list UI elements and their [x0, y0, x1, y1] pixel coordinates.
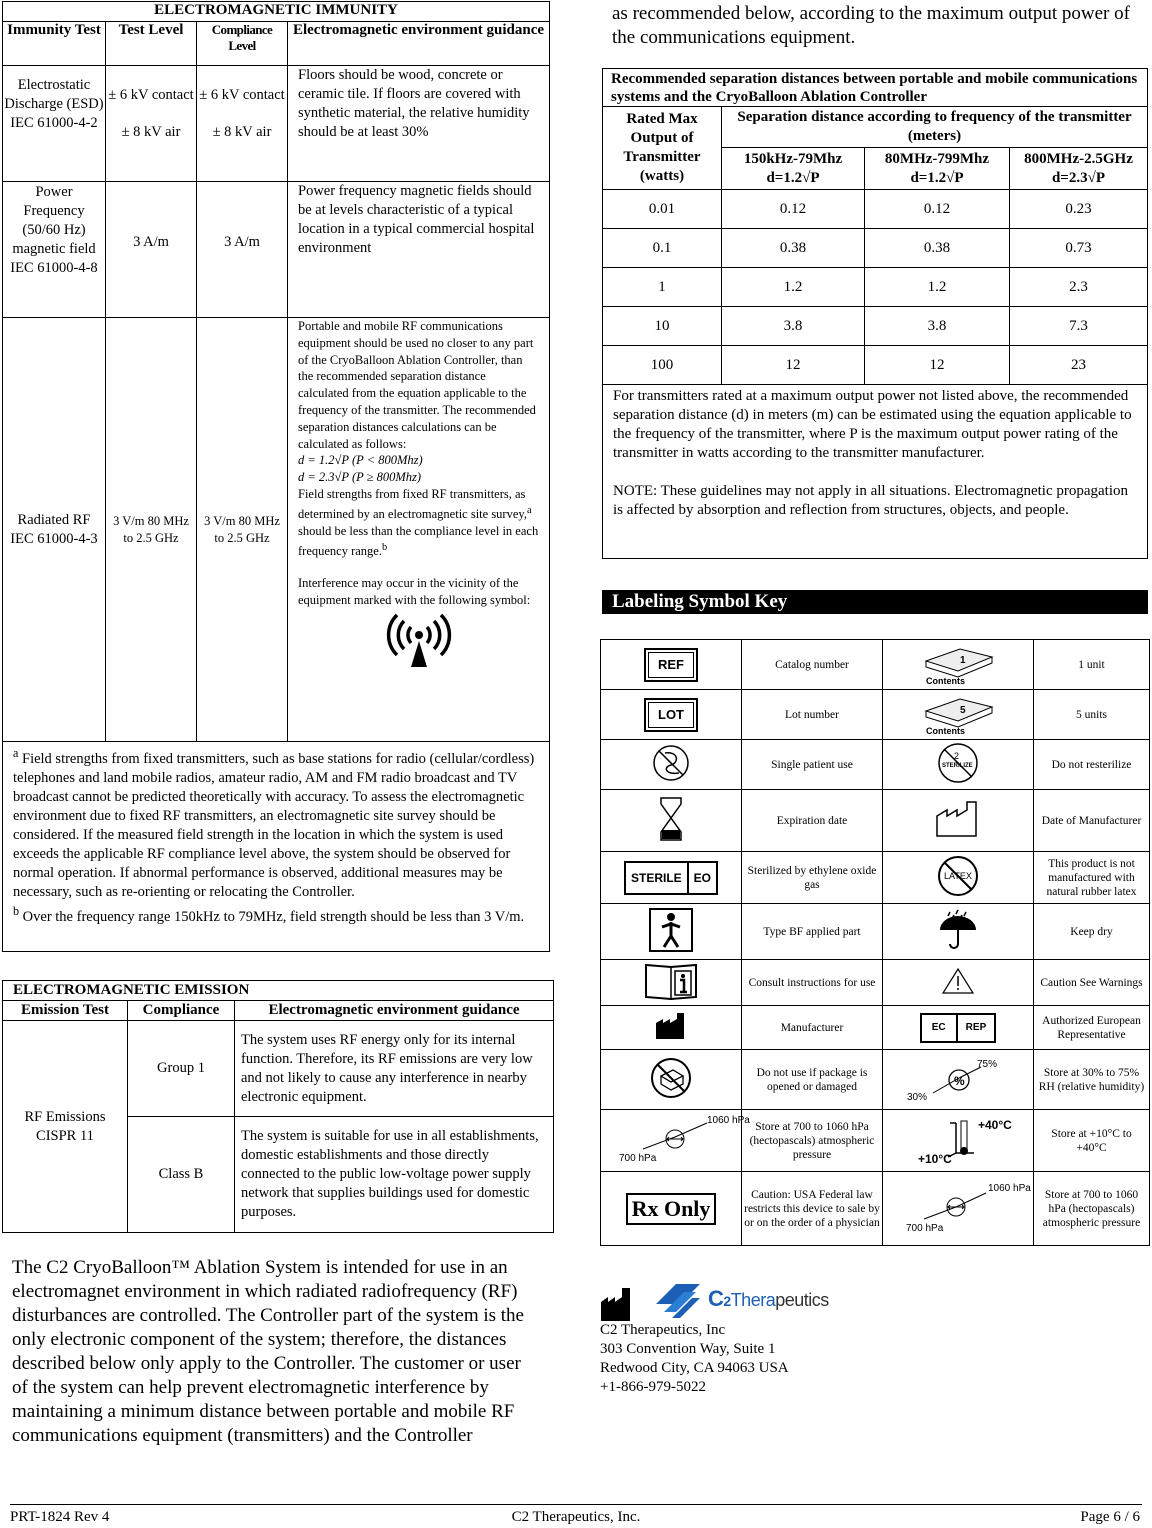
pressure-limit-2-icon — [890, 1177, 1031, 1237]
contents-1-icon — [920, 641, 996, 685]
table-row — [601, 690, 1150, 740]
table-row — [603, 229, 1148, 268]
rf-guidance-2-text: Field strengths from fixed RF transmitters, as determined by an electromagnetic site survey, — [298, 486, 527, 521]
rf-equation-2: d = 2.3√P (P ≥ 800Mhz) — [298, 470, 422, 485]
table-row — [603, 307, 1148, 346]
table-cell: 0.38 — [722, 229, 865, 268]
rf-guidance-1: Portable and mobile RF communications equipment should be used no closer to any part of the CryoBalloon Ablation Controller, than the recommended separation distance calculated from the equation applicable to the frequency of the transmitter. The recommended separation distances calculations can be calculated as follows: — [298, 319, 536, 451]
five-units-label: 5 units — [1034, 690, 1150, 740]
temp-high-text: +40°C — [978, 1117, 1012, 1132]
immunity-header-test: Immunity Test — [3, 22, 106, 66]
esd-guidance: Floors should be wood, concrete or ceramic tile. If floors are covered with synthetic material, the relative humidity should be at least 30% — [288, 66, 550, 182]
humidity-30-text: 30% — [907, 1091, 928, 1103]
separation-note-2: NOTE: These guidelines may not apply in all situations. Electromagnetic propagation is affected by absorption and reflection from structures, objects, and people. — [613, 483, 1129, 518]
rf-equation-1: d = 1.2√P (P < 800Mhz) — [298, 453, 423, 468]
separation-note-1: For transmitters rated at a maximum output power not listed above, the recommended separation distance (d) in meters (m) can be estimated using the equation applicable to the frequency of the transmitter, where P is the maximum output power rating of the transmitter in watts according to the transmitter manufacturer. — [613, 388, 1132, 461]
footnote-a-text: Field strengths from fixed transmitters, such as base stations for radio (cellular/cordless) telephones and land mobile radios, amateur radio, AM and FM radio broadcast and TV broadcast cannot be predicted theoretically with accuracy. To assess the electromagnetic environment due to fixed RF transmitters, an electromagnetic site survey should be considered. If the measured field strength in the location in which the system is used exceeds the applicable RF compliance level above, the system should be observed for normal operation. If abnormal performance is observed, additional measures may be necessary, such as re-orienting or relocating the Controller. — [13, 750, 535, 900]
footnote-a — [13, 744, 541, 902]
rf-level: 3 V/m 80 MHz to 2.5 GHz — [106, 318, 197, 742]
humidity-pct-text: % — [954, 1073, 965, 1088]
caution-label: Caution See Warnings — [1034, 960, 1150, 1006]
band-1-formula: d=1.2√P — [766, 169, 820, 186]
table-cell: 10 — [603, 307, 722, 346]
do-not-use-damaged-icon — [649, 1056, 693, 1100]
separation-group-header: Separation distance according to frequency of the transmitter (meters) — [722, 107, 1148, 148]
table-row — [601, 904, 1150, 960]
pressure-limit-icon — [603, 1111, 750, 1167]
sterilized-eo-label: Sterilized by ethylene oxide gas — [742, 852, 883, 904]
table-cell: 0.12 — [865, 190, 1010, 229]
band-3-formula: d=2.3√P — [1051, 169, 1106, 186]
ec-text: EC — [922, 1015, 958, 1041]
rf-sup-a: a — [526, 504, 532, 516]
esd-comp-contact: ± 6 kV contact — [199, 87, 285, 103]
humidity-limit-icon — [903, 1053, 1013, 1103]
power-test: Power Frequency (50/60 Hz) magnetic field IEC 61000-4-8 — [3, 182, 106, 318]
emission-header-guidance: Electromagnetic environment guidance — [235, 1001, 554, 1021]
lot-symbol: LOT — [644, 698, 698, 732]
band-2-formula: d=1.2√P — [910, 169, 964, 186]
emission-header-test: Emission Test — [3, 1001, 128, 1021]
manufacturer-icon — [654, 1011, 688, 1041]
immunity-table — [2, 1, 550, 952]
pressure-2-700-text: 700 hPa — [906, 1222, 944, 1234]
emission-group: Group 1 — [128, 1021, 235, 1117]
immunity-header-compliance: Compliance Level — [197, 22, 288, 66]
non-ionizing-radiation-icon — [384, 613, 454, 669]
type-bf-icon — [648, 907, 694, 953]
company-logo-icon — [652, 1280, 704, 1320]
symbol-table — [600, 639, 1150, 1246]
ref-symbol: REF — [644, 648, 698, 682]
table-cell: 0.23 — [1010, 190, 1148, 229]
single-use-icon — [651, 743, 691, 783]
power-comp: 3 A/m — [197, 182, 288, 318]
band-1-label: 150kHz-79Mhz — [743, 150, 843, 167]
damaged-label: Do not use if package is opened or damaged — [742, 1050, 883, 1110]
ec-rep-symbol — [920, 1013, 996, 1043]
table-cell: 12 — [865, 346, 1010, 385]
table-cell: 1 — [603, 268, 722, 307]
no-resterilize-icon — [936, 741, 980, 785]
rep-text: REP — [965, 1021, 987, 1033]
table-row — [603, 346, 1148, 385]
table-cell: 0.38 — [865, 229, 1010, 268]
rf-sup-b: b — [381, 541, 388, 553]
footnote-b-text: Over the frequency range 150kHz to 79MHz, field strength should be less than 3 V/m. — [19, 908, 525, 925]
logo-c: C — [708, 1286, 724, 1311]
keep-dry-label: Keep dry — [1034, 904, 1150, 960]
caution-icon — [941, 967, 975, 995]
hourglass-icon — [659, 796, 683, 842]
rf-guidance-4: Interference may occur in the vicinity of the equipment marked with the following symbol: — [298, 576, 531, 608]
table-cell: 0.1 — [603, 229, 722, 268]
table-row — [601, 960, 1150, 1006]
rf-comp: 3 V/m 80 MHz to 2.5 GHz — [197, 318, 288, 742]
company-phone: +1-866-979-5022 — [600, 1379, 706, 1395]
esd-comp-air: ± 8 kV air — [212, 124, 272, 140]
temperature-label: Store at +10°C to +40°C — [1034, 1110, 1150, 1172]
humidity-label: Store at 30% to 75% RH (relative humidity) — [1034, 1050, 1150, 1110]
pressure-2-1060-text: 1060 hPa — [988, 1182, 1031, 1194]
eo-text: EO — [693, 870, 711, 885]
table-cell: 0.73 — [1010, 229, 1148, 268]
table-cell: 2.3 — [1010, 268, 1148, 307]
pressure-2-label: Store at 700 to 1060 hPa (hectopascals) atmospheric pressure — [1034, 1172, 1150, 1246]
table-row — [601, 1050, 1150, 1110]
consult-label: Consult instructions for use — [742, 960, 883, 1006]
footnote-b-mark: b — [13, 903, 20, 918]
table-row — [601, 852, 1150, 904]
table-cell: 7.3 — [1010, 307, 1148, 346]
immunity-title: ELECTROMAGNETIC IMMUNITY — [3, 2, 550, 22]
footer-center: C2 Therapeutics, Inc. — [511, 1509, 641, 1525]
manufacturer-icon — [600, 1286, 632, 1322]
table-cell: 1.2 — [865, 268, 1010, 307]
table-row — [601, 740, 1150, 790]
pressure-1060-text: 1060 hPa — [707, 1114, 750, 1126]
consult-instructions-icon — [643, 961, 699, 1001]
rx-only-symbol: Rx Only — [626, 1193, 717, 1225]
emission-table — [2, 980, 554, 1233]
logo-thera: Thera — [730, 1290, 776, 1310]
temp-low-text: +10°C — [918, 1151, 952, 1166]
table-row — [601, 1110, 1150, 1172]
one-unit-label: 1 unit — [1034, 640, 1150, 690]
table-cell: 0.12 — [722, 190, 865, 229]
catalog-label: Catalog number — [742, 640, 883, 690]
table-row — [601, 1006, 1150, 1050]
expiration-label: Expiration date — [742, 790, 883, 852]
contents-5-text: Contents — [926, 725, 965, 736]
logo-peutics: peutics — [775, 1290, 829, 1310]
date-of-manufacture-label: Date of Manufacturer — [1034, 790, 1150, 852]
table-row — [601, 1172, 1150, 1246]
latex-free-text: LATEX — [944, 870, 972, 881]
esd-level-air: ± 8 kV air — [121, 124, 181, 140]
no-resterilize-label: Do not resterilize — [1034, 740, 1150, 790]
no-resterilize-text: STERILIZE — [942, 762, 973, 769]
sterile-text: STERILE — [626, 863, 689, 893]
single-use-label: Single patient use — [742, 740, 883, 790]
labeling-title: Labeling Symbol Key — [602, 590, 1148, 614]
company-address — [600, 1321, 789, 1397]
emission-group-text: The system uses RF energy only for its internal function. Therefore, its RF emissions are very low and not likely to cause any interference in nearby electronic equipment. — [235, 1021, 554, 1117]
esd-test: Electrostatic Discharge (ESD) IEC 61000-4-2 — [3, 66, 106, 182]
band-2-label: 80MHz-799Mhz — [884, 150, 990, 167]
continuation-text: as recommended below, according to the maximum output power of the communications equipment. — [612, 3, 1130, 48]
band-3-label: 800MHz-2.5GHz — [1024, 150, 1133, 167]
rf-guidance-3-text: should be less than the compliance level in each frequency range. — [298, 523, 539, 558]
emission-class-text: The system is suitable for use in all establishments, domestic establishments and those directly connected to the public low-voltage power supply network that supplies buildings used for domestic purposes. — [235, 1117, 554, 1233]
temperature-limit-icon — [898, 1113, 1018, 1165]
footer-divider — [10, 1504, 1142, 1505]
no-resterilize-number: 2 — [954, 750, 960, 761]
emission-class: Class B — [128, 1117, 235, 1233]
humidity-75-text: 75% — [977, 1058, 998, 1070]
contents-5-icon — [920, 691, 996, 735]
rf-guidance-2 — [298, 486, 539, 560]
immunity-header-guidance: Electromagnetic environment guidance — [288, 22, 550, 66]
immunity-header-level: Test Level — [106, 22, 197, 66]
contents-1-text: Contents — [926, 675, 965, 686]
sterile-eo-symbol — [624, 861, 718, 895]
power-guidance: Power frequency magnetic fields should be at levels characteristic of a typical location in a typical commercial hospital environment — [288, 182, 550, 318]
latex-free-icon — [936, 854, 980, 898]
company-logo-text — [708, 1286, 829, 1312]
emission-title: ELECTROMAGNETIC EMISSION — [3, 981, 554, 1001]
pressure-700-text: 700 hPa — [619, 1152, 657, 1164]
esd-level-contact: ± 6 kV contact — [108, 87, 194, 103]
footer-left: PRT-1824 Rev 4 — [10, 1509, 110, 1525]
power-level: 3 A/m — [106, 182, 197, 318]
separation-title: Recommended separation distances between portable and mobile communications systems and the CryoBalloon Ablation Controller — [603, 69, 1148, 107]
keep-dry-icon — [936, 908, 980, 952]
table-cell: 0.01 — [603, 190, 722, 229]
intro-paragraph: The C2 CryoBalloon™ Ablation System is intended for use in an electromagnet environment in which radiated radiofrequency (RF) disturbances are controlled. The Controller part of the system is the only electronic component of the system; therefore, the distances described below only apply to the Controller. The customer or user of the system can help prevent electromagnetic interference by maintaining a minimum distance between portable and mobile RF communications equipment (transmitters) and the Controller — [12, 1257, 524, 1446]
footnote-a-mark: a — [13, 746, 19, 760]
lot-label: Lot number — [742, 690, 883, 740]
emission-test: RF Emissions CISPR 11 — [3, 1021, 128, 1233]
table-row — [601, 640, 1150, 690]
table-cell: 12 — [722, 346, 865, 385]
table-cell: 100 — [603, 346, 722, 385]
separation-col0: Rated Max Output of Transmitter (watts) — [603, 107, 722, 190]
table-row — [601, 790, 1150, 852]
table-row — [603, 190, 1148, 229]
contents-1-number: 1 — [960, 654, 966, 666]
footer-right: Page 6 / 6 — [1080, 1509, 1140, 1525]
table-cell: 23 — [1010, 346, 1148, 385]
separation-table — [602, 68, 1148, 559]
contents-5-number: 5 — [960, 704, 966, 716]
manufacturer-label: Manufacturer — [742, 1006, 883, 1050]
date-of-manufacture-icon — [934, 800, 982, 838]
table-cell: 1.2 — [722, 268, 865, 307]
emission-header-compliance: Compliance — [128, 1001, 235, 1021]
latex-label: This product is not manufactured with natural rubber latex — [1034, 852, 1150, 904]
pressure-1-label: Store at 700 to 1060 hPa (hectopascals) atmospheric pressure — [742, 1110, 883, 1172]
type-bf-label: Type BF applied part — [742, 904, 883, 960]
table-cell: 3.8 — [722, 307, 865, 346]
table-row — [603, 268, 1148, 307]
footnote-b — [13, 902, 541, 927]
table-cell: 3.8 — [865, 307, 1010, 346]
rx-only-label: Caution: USA Federal law restricts this device to sale by or on the order of a physician — [742, 1172, 883, 1246]
company-name: C2 Therapeutics, Inc — [600, 1322, 726, 1338]
company-address-2: Redwood City, CA 94063 USA — [600, 1360, 789, 1376]
logo-sub: 2 — [723, 1293, 731, 1309]
authorized-rep-label: Authorized European Representative — [1034, 1006, 1150, 1050]
company-address-1: 303 Convention Way, Suite 1 — [600, 1341, 776, 1357]
rf-test: Radiated RF IEC 61000-4-3 — [3, 318, 106, 742]
